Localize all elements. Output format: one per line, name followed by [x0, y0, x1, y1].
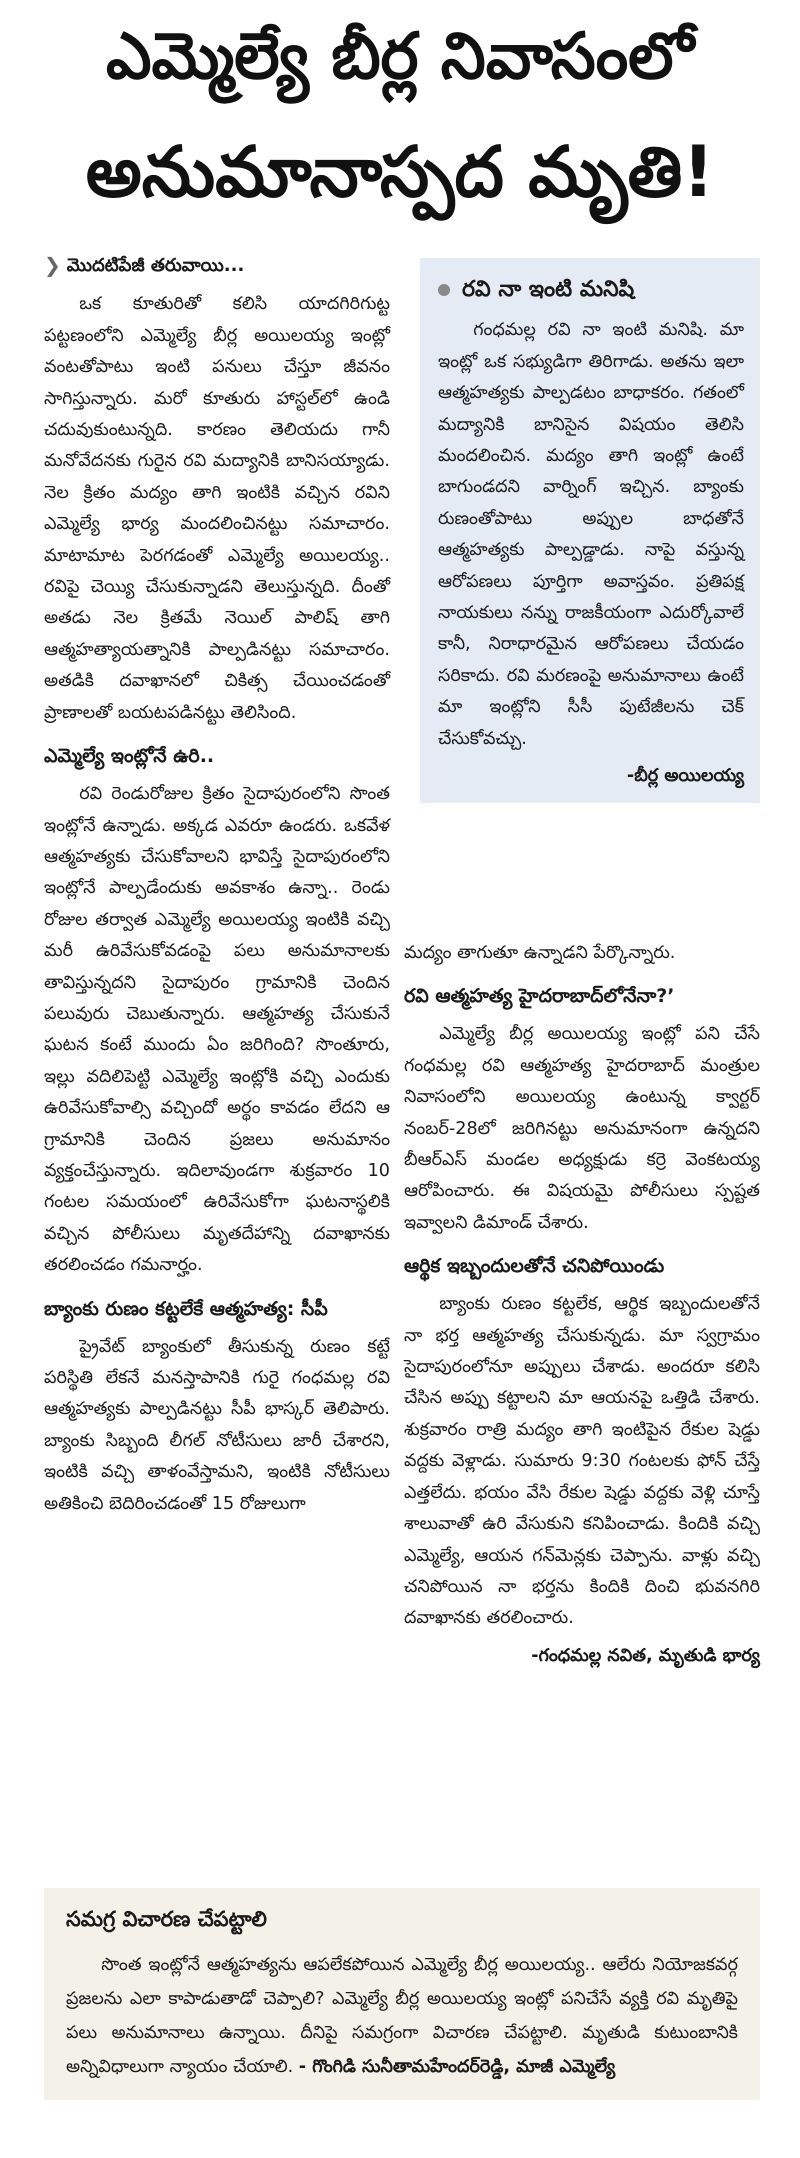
continuation-text: మద్యం తాగుతూ ఉన్నాడని పేర్కొన్నారు. [404, 943, 676, 963]
sidebar-box [420, 258, 760, 803]
bullet-icon [438, 284, 450, 296]
left-column [44, 250, 390, 1520]
box-title [438, 274, 744, 305]
wife-signature: -గంధమల్ల నవిత, మృతుడి భార్య [531, 1645, 760, 1666]
subheading: బ్యాంకు రుణం కట్టలేకే ఆత్మహత్య: సీపీ [44, 1297, 328, 1320]
continuation-kicker [44, 250, 390, 281]
body-paragraph: రవి రెండురోజుల క్రితం సైదాపురంలోని సొంత ఇంట్లోనే ఉన్నాడు. అక్కడ ఎవరూ ఉండరు. ఒకవేళ ఆత్మహత్యకు చేసుకోవాలని భావిస్తే సైదాపురంలోని ఇంట్లోనే పాల్పడేందుకు అవకాశం ఉన్నా.. రెండు రోజుల తర్వాత ఎమ్మెల్యే అయిలయ్య ఇంటికి వచ్చి మరీ ఉరివేసుకోవడంపై పలు అనుమానాలకు తావిస్తున్నదని సైదాపురం గ్రామానికి చెందిన పలువురు చెబుతున్నారు. ఆత్మహత్య చేసుకునే ఘటన కంటే ముందు ఏం జరిగింది? సొంతూరు, ఇల్లు వదిలిపెట్టి ఎమ్మెల్యే ఇంట్లోకి వచ్చి ఎందుకు ఉరివేసుకోవాల్సి వచ్చిందో అర్థం కావడం లేదని ఆ గ్రామానికి చెందిన ప్రజలు అనుమానం వ్యక్తంచేస్తున్నారు. ఇదిలావుండగా శుక్రవారం 10 గంటల సమయంలో ఉరివేసుకోగా ఘటనాస్థలికి వచ్చిన పోలీసులు మృతదేహాన్ని దవాఖానకు తరలించడం గమనార్హం. [44, 784, 390, 1276]
headline [0, 0, 800, 250]
box-title-text: రవి నా ఇంటి మనిషి [462, 277, 635, 302]
headline-line-2: అనుమానాస్పద మృతి! [85, 131, 715, 213]
body-paragraph: ఒక కూతురితో కలిసి యాదగిరిగుట్ట పట్టణంలోని ఎమ్మెల్యే బీర్ల అయిలయ్య ఇంట్లో వంటతోపాటు ఇంటి పనులు చేస్తూ జీవనం సాగిస్తున్నారు. మరో కూతురు హాస్టల్‌లో ఉండి చదువుకుంటున్నది. కారణం తెలియదు గానీ మనోవేదనకు గురైన రవి మద్యానికి బానిసయ్యాడు. నెల క్రితం మద్యం తాగి ఇంటికి వచ్చిన రవిని ఎమ్మెల్యే భార్య మందలించినట్టు సమాచారం. మాటామాట పెరగడంతో ఎమ్మెల్యే అయిలయ్య.. రవిపై చెయ్యి చేసుకున్నాడని తెలుస్తున్నది. దీంతో అతడు నెల క్రితమే నెయిల్ పాలిష్ తాగి ఆత్మహత్యాయత్నానికి పాల్పడినట్టు సమాచారం. అతడికి దవాఖానలో చికిత్స చేయించడంతో ప్రాణాలతో బయటపడినట్టు తెలిసింది. [44, 294, 390, 723]
quote-title: సమగ్ర విచారణ చేపట్టాలి [66, 1907, 267, 1931]
quote-box [44, 1888, 760, 2100]
quote-signature: - గొంగిడి సునీతామహేందర్‌రెడ్డి, మాజీ ఎమ్మెల్యే [298, 2057, 616, 2077]
right-column [404, 938, 760, 1672]
subheading: ఎమ్మెల్యే ఇంట్లోనే ఉరి.. [44, 745, 215, 768]
body-paragraph: ప్రైవేట్ బ్యాంకులో తీసుకున్న రుణం కట్టే పరిస్థితి లేకనే మనస్తాపానికి గురై గంధమల్ల రవి ఆత్మహత్యకు పాల్పడినట్టు సీపీ భాస్కర్ తెలిపారు. బ్యాంకు సిబ్బంది లీగల్ నోటీసులు జారీ చేశారని, ఇంటికి వచ్చి తాళంవేస్తామని, ఇంటికి నోటీసులు అతికించి బెదిరించడంతో 15 రోజులుగా [44, 1336, 390, 1514]
quote-text: సొంత ఇంట్లోనే ఆత్మహత్యను ఆపలేకపోయిన ఎమ్మెల్యే బీర్ల అయిలయ్య.. ఆలేరు నియోజకవర్గ ప్రజలను ఎలా కాపాడుతాడో చెప్పాలి? ఎమ్మెల్యే బీర్ల అయిలయ్య ఇంట్లో పనిచేసే వ్యక్తి రవి మృతిపై పలు అనుమానాలు ఉన్నాయి. దీనిపై సమగ్రంగా విచారణ చేపట్టాలి. మృతుడి కుటుంబానికి అన్నివిధాలుగా న్యాయం చేయాలి. [66, 1955, 738, 2077]
quote-paragraph [66, 1948, 738, 2084]
subheading: ఆర్థిక ఇబ్బందులతోనే చనిపోయిండు [404, 1255, 665, 1278]
box-paragraph: గంధమల్ల రవి నా ఇంటి మనిషి. మా ఇంట్లో ఒక సభ్యుడిగా తిరిగాడు. అతను ఇలా ఆత్మహత్యకు పాల్పడటం బాధాకరం. గతంలో మద్యానికి బానిసైన విషయం తెలిసి మందలించిన. మద్యం తాగి ఇంట్లో ఉంటే బాగుండదని వార్నింగ్ ఇచ్చిన. బ్యాంకు రుణంతోపాటు అప్పుల బాధతోనే ఆత్మహత్యకు పాల్పడ్డాడు. నాపై వస్తున్న ఆరోపణలు పూర్తిగా అవాస్తవం. ప్రతిపక్ష నాయకులు నన్ను రాజకీయంగా ఎదుర్కోవాలే కానీ, నిరాధారమైన ఆరోపణలు చేయడం సరికాదు. రవి మరణంపై అనుమానాలు ఉంటే మా ఇంట్లోని సీసీ పుటేజీలను చెక్ చేసుకోవచ్చు. [438, 320, 744, 749]
headline-line-1: ఎమ్మెల్యే బీర్ల నివాసంలో [105, 20, 695, 94]
kicker-label: మొదటిపేజీ తరువాయి... [66, 255, 245, 276]
body-paragraph: ఎమ్మెల్యే బీర్ల అయిలయ్య ఇంట్లో పని చేసే గంధమల్ల రవి ఆత్మహత్య హైదరాబాద్ మంత్రుల నివాసంలోని అయిలయ్య ఉంటున్న క్వార్టర్ నంబర్-28లో జరిగినట్టు అనుమానంగా ఉన్నదని బీఆర్‌ఎస్ మండల అధ్యక్షుడు కర్రె వెంకటయ్య ఆరోపించారు. ఈ విషయమై పోలీసులు స్పష్టత ఇవ్వాలని డిమాండ్ చేశారు. [404, 1024, 760, 1233]
subheading: రవి ఆత్మహత్య హైదరాబాద్‌లోనేనా?’ [404, 985, 675, 1008]
box-signature: -బీర్ల అయిలయ్య [626, 766, 744, 787]
chevron-right-icon: ❯ [44, 253, 61, 277]
body-paragraph: బ్యాంకు రుణం కట్టలేక, ఆర్థిక ఇబ్బందులతోనే నా భర్త ఆత్మహత్య చేసుకున్నడు. మా స్వగ్రామం సైదాపురంలోనూ అప్పులు చేశాడు. అందరూ కలిసి చేసిన అప్పు కట్టాలని మా ఆయనపై ఒత్తిడి చేశారు. శుక్రవారం రాత్రి మద్యం తాగి ఇంటిపైన రేకుల షెడ్డు వద్దకు వెళ్లాడు. సుమారు 9:30 గంటలకు ఫోన్ చేస్తే ఎత్తలేదు. భయం వేసి రేకుల షెడ్డు వద్దకు వెళ్లి చూస్తే శాలువాతో ఉరి వేసుకుని కనిపించాడు. కిందికి వచ్చి ఎమ్మెల్యే, ఆయన గన్‌మెన్లకు చెప్పాను. వాళ్లు వచ్చి చనిపోయిన నా భర్తను కిందికి దించి భువనగిరి దవాఖానకు తరలించారు. [404, 1294, 760, 1629]
